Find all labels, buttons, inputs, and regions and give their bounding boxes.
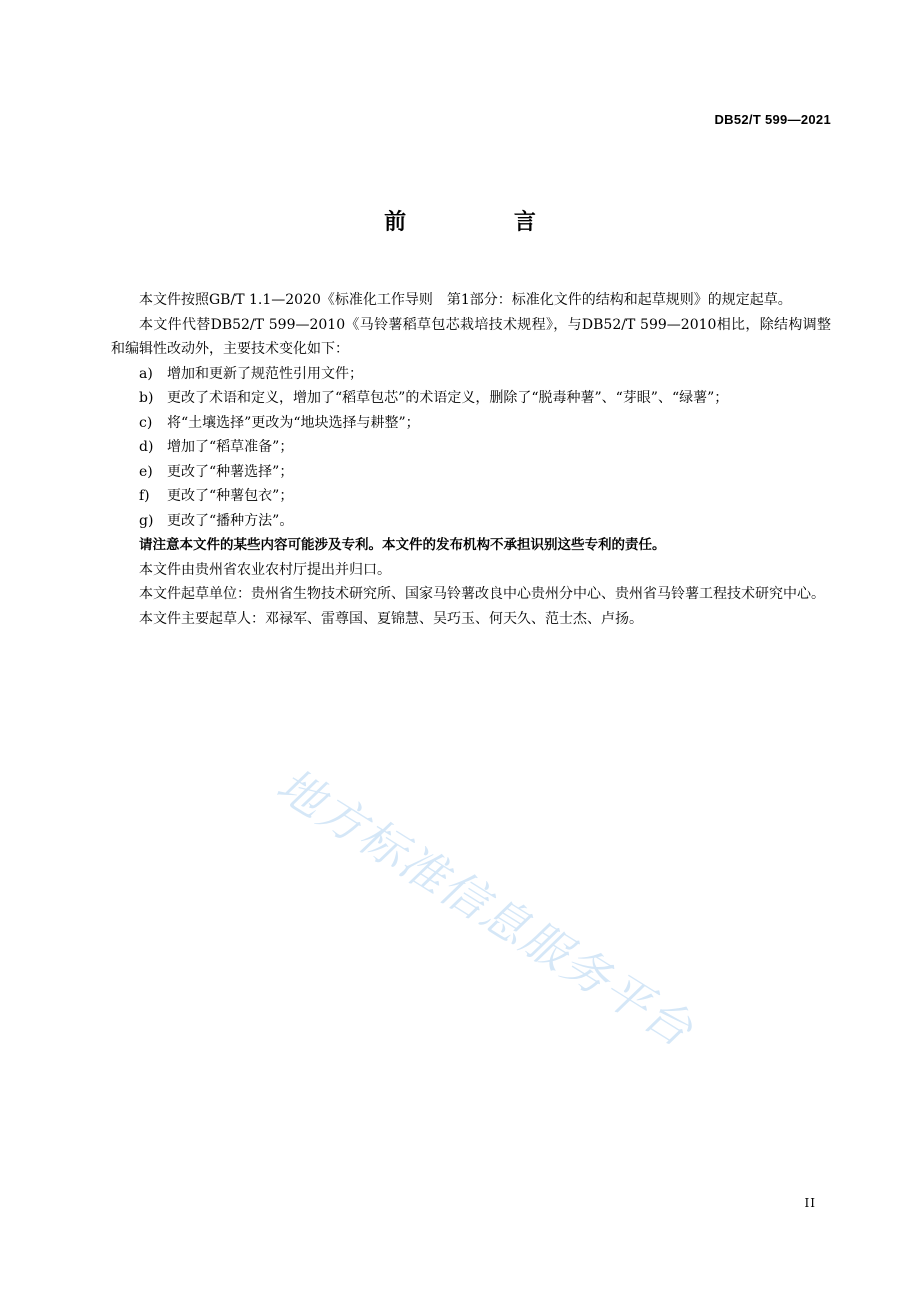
foreword-body [111, 288, 831, 631]
list-marker: f) [139, 488, 150, 504]
list-item [111, 386, 831, 411]
page-title: 前 言 [384, 210, 586, 235]
list-item [111, 435, 831, 460]
changes-list [111, 362, 831, 534]
list-marker: c) [139, 414, 153, 431]
list-marker: a) [139, 365, 153, 382]
list-item-text: 增加了“稻草准备”； [167, 439, 294, 455]
list-item [111, 460, 831, 485]
paragraph-drafting-units: 本文件起草单位：贵州省生物技术研究所、国家马铃薯改良中心贵州分中心、贵州省马铃薯工程技术研究中心。 [139, 586, 825, 602]
list-item [111, 484, 831, 509]
list-item-text: 更改了“种薯包衣”； [167, 488, 294, 504]
list-item [111, 362, 831, 387]
list-item [111, 411, 831, 436]
paragraph-drafting-rules: 本文件按照GB/T 1.1—2020《标准化工作导则 第1部分：标准化文件的结构和起草规则》的规定起草。 [139, 292, 792, 308]
list-item-text: 更改了术语和定义，增加了“稻草包芯”的术语定义，删除了“脱毒种薯”、“芽眼”、“绿薯”； [167, 390, 729, 406]
paragraph-proposer: 本文件由贵州省农业农村厅提出并归口。 [139, 561, 391, 578]
patent-notice: 请注意本文件的某些内容可能涉及专利。本文件的发布机构不承担识别这些专利的责任。 [139, 537, 666, 553]
list-item-text: 更改了“种薯选择”； [167, 463, 294, 480]
document-code: DB52/T 599—2021 [714, 112, 831, 127]
list-marker: d) [139, 439, 154, 455]
list-item-text: 将“土壤选择”更改为“地块选择与耕整”； [167, 414, 420, 431]
list-marker: e) [139, 463, 153, 480]
list-marker: b) [139, 390, 154, 406]
paragraph-drafters: 本文件主要起草人：邓禄军、雷尊国、夏锦慧、吴巧玉、何天久、范士杰、卢扬。 [139, 610, 643, 627]
list-marker: g) [139, 512, 154, 529]
paragraph-replacement: 本文件代替DB52/T 599—2010《马铃薯稻草包芯栽培技术规程》，与DB52/T 599—2010相比，除结构调整和编辑性改动外，主要技术变化如下： [111, 316, 831, 357]
watermark: 地方标准信息服务平台 [267, 757, 704, 1058]
list-item [111, 509, 831, 534]
page-number: II [804, 1196, 816, 1210]
list-item-text: 增加和更新了规范性引用文件； [167, 365, 363, 382]
list-item-text: 更改了“播种方法”。 [167, 512, 294, 529]
